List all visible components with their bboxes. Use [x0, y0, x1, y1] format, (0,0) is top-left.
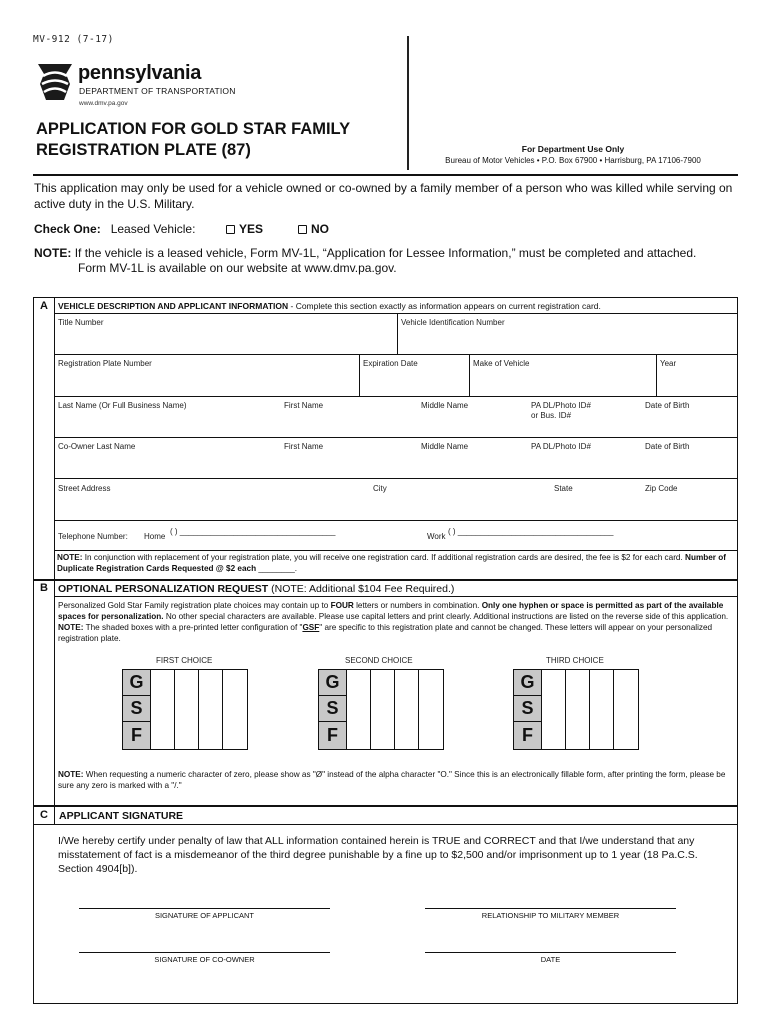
preprinted-s: S [123, 696, 150, 722]
row-line [54, 478, 737, 479]
note-line1: If the vehicle is a leased vehicle, Form MV-1L, “Application for Lessee Information,” must be completed and attached. [74, 246, 697, 260]
second-choice-grid[interactable] [318, 669, 444, 750]
agency-url[interactable]: www.dmv.pa.gov [79, 100, 128, 107]
char-slot[interactable] [566, 670, 590, 749]
char-slot[interactable] [395, 670, 419, 749]
bureau-address: Bureau of Motor Vehicles • P.O. Box 67900 • Harrisburg, PA 17106-7900 [445, 156, 701, 165]
first-choice-grid[interactable] [122, 669, 248, 750]
zero-note-text: When requesting a numeric character of zero, please show as "Ø" instead of the alpha character "O." Since this is an electronically fillable form, after printing the form, please be sure any zero is marked with a "/." [58, 770, 726, 790]
co-owner-dob-field[interactable]: Date of Birth [645, 442, 690, 451]
para-4: The shaded boxes with a pre-printed letter configuration of " [83, 623, 303, 632]
row-line [54, 550, 737, 551]
section-b-heading-rest: (NOTE: Additional $104 Fee Required.) [268, 583, 455, 595]
pa-dl-field[interactable] [531, 401, 591, 421]
relationship-label: RELATIONSHIP TO MILITARY MEMBER [481, 911, 620, 920]
telephone-label: Telephone Number: [58, 532, 128, 541]
preprinted-f: F [327, 724, 338, 745]
agency-name: pennsylvania [78, 62, 202, 84]
col-line [397, 313, 398, 354]
char-slot[interactable] [199, 670, 223, 749]
no-option[interactable] [298, 222, 329, 236]
zero-note [58, 769, 732, 791]
form-title [36, 119, 350, 161]
para-bold: Only one hyphen or space is permitted as part of the available spaces for personalization. [58, 601, 724, 621]
duplicate-cards-field[interactable]: ________. [256, 563, 298, 573]
co-owner-first-name-field[interactable]: First Name [284, 442, 324, 451]
row-line [34, 824, 737, 825]
applicant-signature-line[interactable] [79, 908, 330, 909]
char-slot[interactable] [590, 670, 614, 749]
co-owner-middle-name-field[interactable]: Middle Name [421, 442, 469, 451]
section-a-divider [54, 298, 55, 579]
col-line [656, 354, 657, 396]
section-b [33, 580, 738, 806]
char-slot[interactable] [175, 670, 199, 749]
first-name-field[interactable]: First Name [284, 401, 324, 410]
yes-label: YES [239, 222, 264, 236]
first-choice-label: FIRST CHOICE [156, 656, 213, 665]
section-c-top-rule [34, 806, 737, 807]
leased-note [34, 246, 744, 276]
no-label: NO [311, 222, 329, 236]
row-line [54, 354, 737, 355]
title-number-field[interactable]: Title Number [58, 318, 104, 327]
date-line[interactable] [425, 952, 676, 953]
coowner-signature-label: SIGNATURE OF CO-OWNER [154, 955, 255, 964]
row-line [54, 437, 737, 438]
relationship-line[interactable] [425, 908, 676, 909]
form-number: MV-912 (7-17) [33, 34, 114, 45]
para-gsf: GSF [302, 623, 320, 632]
row-line [54, 520, 737, 521]
section-a-note [57, 553, 735, 574]
char-slot[interactable] [542, 670, 566, 749]
preprinted-g: G [319, 670, 346, 696]
check-one-label [34, 222, 195, 236]
para-3: No other special characters are available. Please use capital letters and print clearly. Additional instructions are listed on the reverse side of this application. [163, 612, 729, 621]
section-a-heading-rest: - Complete this section exactly as information appears on current registration card. [288, 301, 601, 311]
preprinted-gsf [123, 670, 151, 749]
department-use-label: For Department Use Only [521, 144, 625, 154]
co-owner-last-name-field[interactable]: Co-Owner Last Name [58, 442, 136, 451]
zero-note-label: NOTE: [58, 770, 84, 779]
header-divider [407, 36, 409, 170]
note-line2: Form MV-1L is available on our website at www.dmv.pa.gov. [78, 261, 397, 275]
state-field[interactable]: State [554, 484, 573, 493]
make-field[interactable]: Make of Vehicle [473, 359, 530, 368]
char-slot[interactable] [347, 670, 371, 749]
check-one: Check One: [34, 222, 101, 236]
dob-field[interactable]: Date of Birth [645, 401, 690, 410]
no-checkbox[interactable] [298, 225, 307, 234]
col-line [469, 354, 470, 396]
keystone-logo-icon [34, 60, 76, 104]
section-c-divider [54, 806, 55, 824]
row-line [54, 313, 737, 314]
header-rule [33, 174, 738, 176]
section-b-letter: B [40, 582, 48, 594]
row-line [54, 596, 737, 597]
preprinted-s: S [514, 696, 541, 722]
preprinted-f: F [131, 724, 142, 745]
middle-name-field[interactable]: Middle Name [421, 401, 469, 410]
para-5: " are specific to this registration plate and cannot be changed. These letters will appear on your personalized registration plate. [58, 623, 713, 643]
applicant-signature-label: SIGNATURE OF APPLICANT [154, 911, 255, 920]
preprinted-s: S [319, 696, 346, 722]
char-slot[interactable] [223, 670, 247, 749]
pa-dl-label: PA DL/Photo ID# [531, 401, 591, 410]
section-a [33, 297, 738, 580]
vin-field[interactable]: Vehicle Identification Number [401, 318, 505, 327]
section-a-note-text: In conjunction with replacement of your registration plate, you will receive one registration card. If additional registration cards are desired, the fee is $2 for each card. [82, 553, 686, 562]
section-a-letter: A [40, 300, 48, 312]
section-c [33, 806, 738, 1004]
section-b-heading [58, 583, 454, 595]
section-a-heading [58, 301, 601, 311]
agency-department: DEPARTMENT OF TRANSPORTATION [79, 86, 236, 96]
duplicate-cards-label: Number of Duplicate Registration Cards Requested @ $2 each [57, 553, 726, 573]
last-name-field[interactable]: Last Name (Or Full Business Name) [58, 401, 187, 410]
para-note: NOTE: [58, 623, 84, 632]
section-c-letter: C [40, 809, 48, 821]
co-owner-pa-dl-field[interactable]: PA DL/Photo ID# [531, 442, 591, 451]
street-address-field[interactable]: Street Address [58, 484, 111, 493]
section-a-heading-bold: VEHICLE DESCRIPTION AND APPLICANT INFORMATION [58, 301, 289, 311]
char-slot[interactable] [419, 670, 443, 749]
expiration-date-field[interactable]: Expiration Date [363, 359, 418, 368]
section-a-note-label: NOTE: [57, 553, 83, 562]
preprinted-f: F [522, 724, 533, 745]
third-choice-grid[interactable] [513, 669, 639, 750]
section-c-heading: APPLICANT SIGNATURE [59, 810, 184, 822]
char-slot[interactable] [614, 670, 638, 749]
second-choice-label: SECOND CHOICE [345, 656, 413, 665]
section-b-divider [54, 580, 55, 805]
zip-field[interactable]: Zip Code [645, 484, 678, 493]
preprinted-g: G [514, 670, 541, 696]
leased-vehicle-label: Leased Vehicle: [110, 222, 196, 236]
home-label: Home [144, 532, 166, 541]
char-slot[interactable] [151, 670, 175, 749]
date-label: DATE [540, 955, 561, 964]
para-2: letters or numbers in combination. [353, 601, 482, 610]
plate-number-field[interactable]: Registration Plate Number [58, 359, 152, 368]
yes-checkbox[interactable] [226, 225, 235, 234]
work-phone-field[interactable]: ( ) ___________________________________ [448, 527, 614, 536]
section-b-heading-bold: OPTIONAL PERSONALIZATION REQUEST [58, 583, 269, 595]
section-b-top-rule [34, 580, 737, 581]
year-field[interactable]: Year [660, 359, 677, 368]
preprinted-g: G [123, 670, 150, 696]
preprinted-gsf [319, 670, 347, 749]
para-four: FOUR [330, 601, 354, 610]
personalization-instructions [58, 600, 732, 644]
form-title-line2: REGISTRATION PLATE (87) [36, 141, 251, 159]
bus-id-label: or Bus. ID# [531, 411, 572, 420]
third-choice-label: THIRD CHOICE [546, 656, 604, 665]
yes-option[interactable] [226, 222, 263, 236]
char-slot[interactable] [371, 670, 395, 749]
certification-text: I/We hereby certify under penalty of law that ALL information contained herein is TRUE and CORRECT and that I/we understand that any misstatement of fact is a misdemeanor of the third degree punishable by a fine up to $2,500 and/or imprisonment up to 1 year (18 Pa.C.S. Section 4904[b]). [58, 835, 698, 875]
note-label: NOTE: [34, 246, 72, 260]
work-label: Work [427, 532, 446, 541]
para-1: Personalized Gold Star Family registration plate choices may contain up to [58, 601, 331, 610]
row-line [54, 396, 737, 397]
intro-text: This application may only be used for a vehicle owned or co-owned by a family member of a person who was killed while serving on active duty in the U.S. Military. [34, 181, 733, 211]
city-field[interactable]: City [373, 484, 387, 493]
preprinted-gsf [514, 670, 542, 749]
home-phone-field[interactable]: ( ) ___________________________________ [170, 527, 336, 536]
coowner-signature-line[interactable] [79, 952, 330, 953]
form-title-line1: APPLICATION FOR GOLD STAR FAMILY [36, 120, 351, 138]
col-line [359, 354, 360, 396]
